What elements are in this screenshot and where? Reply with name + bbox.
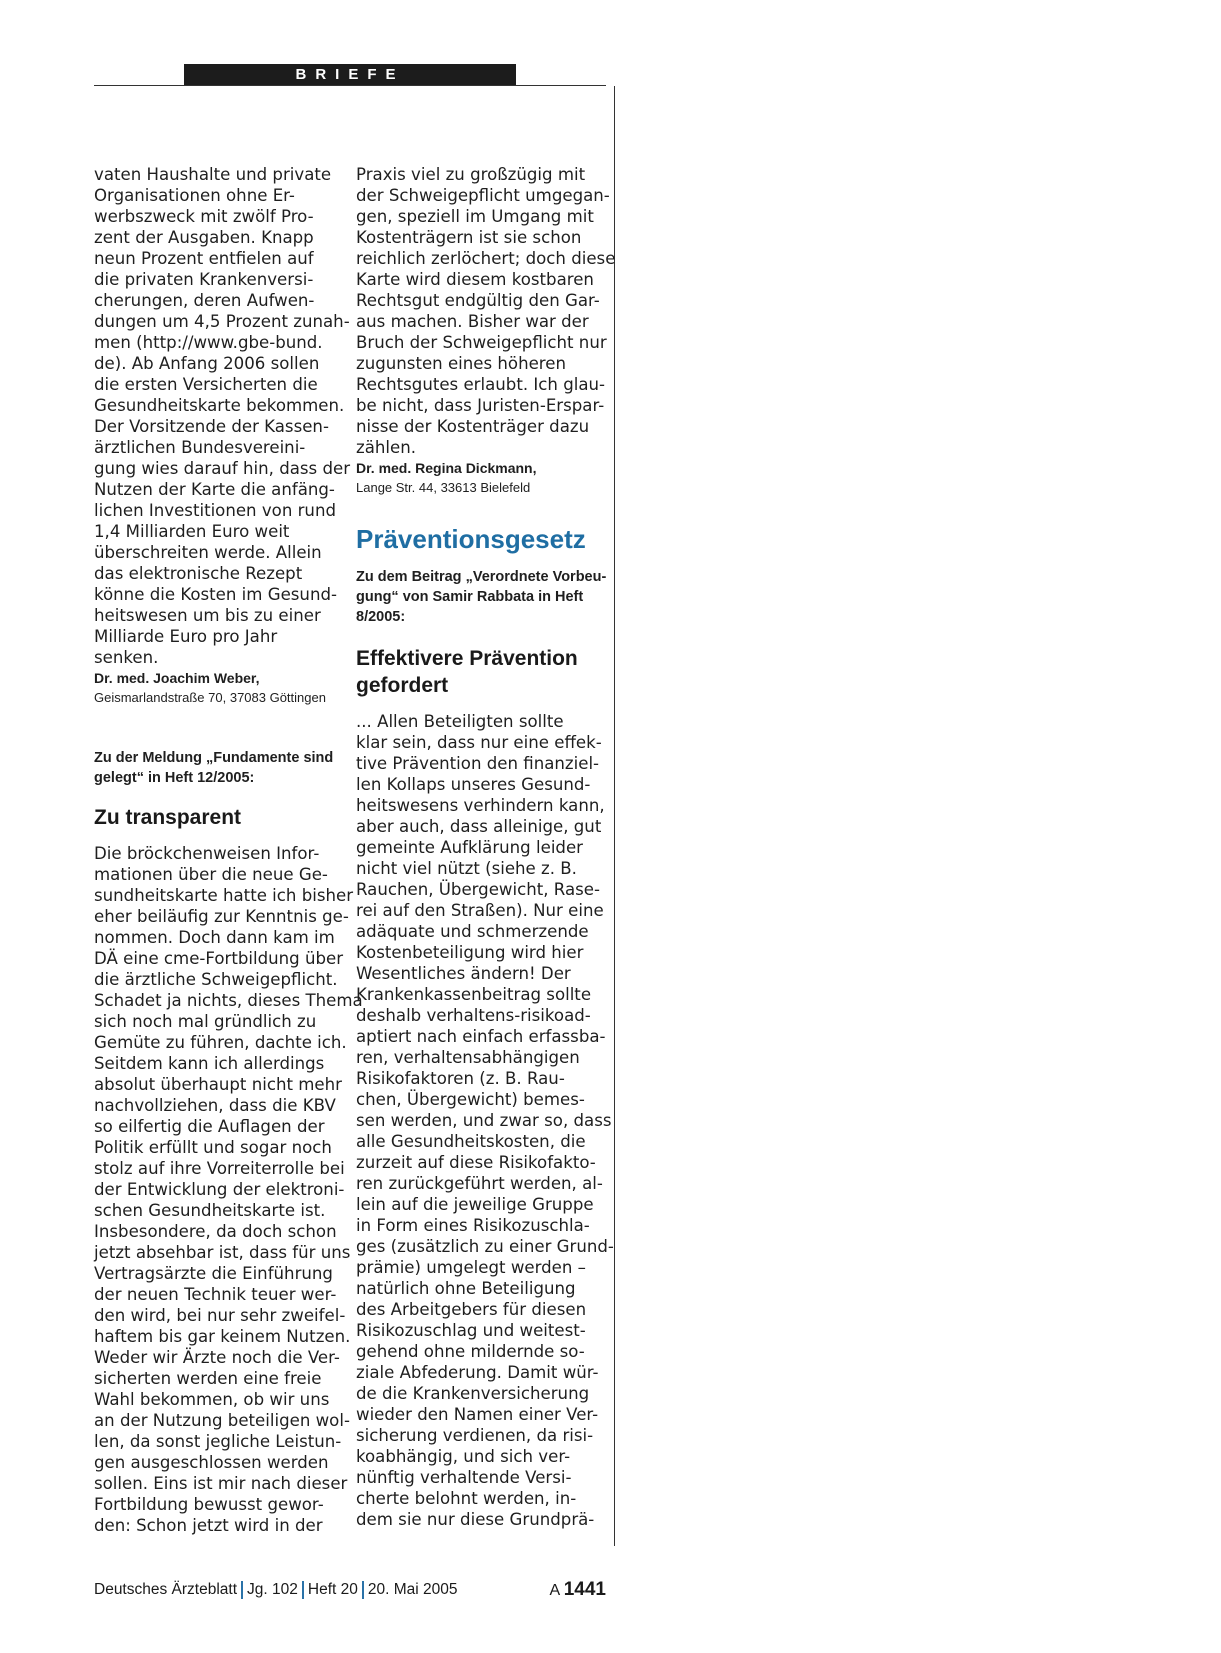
text-line: Karte wird diesem kostbaren [356, 270, 594, 289]
spacer [356, 555, 606, 567]
text-line: tive Prävention den finanziel- [356, 754, 600, 773]
text-line: gen ausgeschlossen werden [94, 1453, 329, 1472]
text-line: ges (zusätzlich zu einer Grund- [356, 1237, 614, 1256]
text-line: natürlich ohne Beteiligung [356, 1279, 576, 1298]
text-line: gen, speziell im Umgang mit [356, 207, 594, 226]
text-line: zent der Ausgaben. Knapp [94, 228, 314, 247]
text-line: gemeinte Aufklärung leider [356, 838, 583, 857]
text-line: be nicht, dass Juristen-Erspar- [356, 396, 605, 415]
text-line: absolut überhaupt nicht mehr [94, 1075, 342, 1094]
text-line: zählen. [356, 438, 417, 457]
text-line: neun Prozent entfielen auf [94, 249, 314, 268]
text-line: de). Ab Anfang 2006 sollen [94, 354, 320, 373]
page-number-value: 1441 [563, 1579, 606, 1600]
spacer [356, 699, 606, 711]
text-line: Insbesondere, da doch schon [94, 1222, 337, 1241]
page-number [549, 1578, 606, 1603]
text-line: Gesundheitskarte bekommen. [94, 396, 345, 415]
text-line: vaten Haushalte und private [94, 165, 332, 184]
text-line: Risikofaktoren (z. B. Rau- [356, 1069, 565, 1088]
letter-title [356, 645, 606, 699]
text-line: gehend ohne mildernde so- [356, 1342, 585, 1361]
text-line: reichlich zerlöchert; doch diese [356, 249, 616, 268]
text-line: len Kollaps unseres Gesund- [356, 775, 591, 794]
text-line: Vertragsärzte die Einführung [94, 1264, 333, 1283]
text-line: Organisationen ohne Er- [94, 186, 295, 205]
text-line: sundheitskarte hatte ich bisher [94, 886, 354, 905]
text-line: der Schweigepflicht umgegan- [356, 186, 610, 205]
text-line: eher beiläufig zur Kenntnis ge- [94, 907, 349, 926]
letter-author: Dr. med. Regina Dickmann, [356, 460, 537, 476]
text-line: Krankenkassenbeitrag sollte [356, 985, 592, 1004]
text-line: aus machen. Bisher war der [356, 312, 589, 331]
text-line: Praxis viel zu großzügig mit [356, 165, 586, 184]
text-line: koabhängig, und sich ver- [356, 1447, 571, 1466]
text-line: ärztlichen Bundesvereini- [94, 438, 306, 457]
text-line: lichen Investitionen von rund [94, 501, 337, 520]
text-line: heitswesen um bis zu einer [94, 606, 321, 625]
text-line: senken. [94, 648, 159, 667]
text-line: 1,4 Milliarden Euro weit [94, 522, 290, 541]
intro-line: gung“ von Samir Rabbata in Heft [356, 589, 584, 605]
footer-separator [241, 1581, 243, 1599]
text-line: heitswesens verhindern kann, [356, 796, 605, 815]
text-line: Fortbildung bewusst gewor- [94, 1495, 324, 1514]
text-line: lein auf die jeweilige Gruppe [356, 1195, 594, 1214]
text-line: haftem bis gar keinem Nutzen. [94, 1327, 351, 1346]
text-line: dem sie nur diese Grundprä- [356, 1510, 595, 1529]
text-line: Der Vorsitzende der Kassen- [94, 417, 329, 436]
section-header-bar [184, 64, 516, 86]
text-line: Wahl bekommen, ob wir uns [94, 1390, 330, 1409]
text-line: so eilfertig die Auflagen der [94, 1117, 325, 1136]
text-line: de die Krankenversicherung [356, 1384, 590, 1403]
text-line: Kostenbeteiligung wird hier [356, 943, 584, 962]
text-line: Wesentliches ändern! Der [356, 964, 571, 983]
letter-author: Dr. med. Joachim Weber, [94, 670, 260, 686]
text-line: aber auch, dass alleinige, gut [356, 817, 602, 836]
text-line: die ersten Versicherten die [94, 375, 318, 394]
text-line: Rechtsgutes erlaubt. Ich glau- [356, 375, 606, 394]
text-line: Die bröckchenweisen Infor- [94, 844, 320, 863]
intro-line: gelegt“ in Heft 12/2005: [94, 770, 255, 786]
intro-line: Zu der Meldung „Fundamente sind [94, 750, 334, 766]
text-line: an der Nutzung beteiligen wol- [94, 1411, 350, 1430]
text-line: schen Gesundheitskarte ist. [94, 1201, 326, 1220]
text-line: alle Gesundheitskosten, die [356, 1132, 586, 1151]
text-line: aptiert nach einfach erfassba- [356, 1027, 606, 1046]
text-line: könne die Kosten im Gesund- [94, 585, 337, 604]
text-line: Rechtsgut endgültig den Gar- [356, 291, 600, 310]
spacer [94, 707, 344, 748]
text-line: Risikozuschlag und weitest- [356, 1321, 586, 1340]
letter-address: Lange Str. 44, 33613 Bielefeld [356, 480, 531, 495]
text-line: sollen. Eins ist mir nach dieser [94, 1474, 348, 1493]
text-line: sen werden, und zwar so, dass [356, 1111, 612, 1130]
text-line: ren zurückgeführt werden, al- [356, 1174, 603, 1193]
volume: Jg. 102 [247, 1581, 298, 1598]
text-line: der neuen Technik teuer wer- [94, 1285, 337, 1304]
text-line: len, da sonst jegliche Leistun- [94, 1432, 342, 1451]
text-line: Nutzen der Karte die anfäng- [94, 480, 335, 499]
page-prefix: A [549, 1582, 560, 1599]
spacer [94, 831, 344, 843]
text-line: mationen über die neue Ge- [94, 865, 328, 884]
section-label: BRIEFE [295, 66, 405, 83]
text-line: Politik erfüllt und sogar noch [94, 1138, 332, 1157]
text-line: ... Allen Beteiligten sollte [356, 712, 564, 731]
text-line: sich noch mal gründlich zu [94, 1012, 317, 1031]
letter-intro [94, 748, 344, 788]
text-line: klar sein, dass nur eine effek- [356, 733, 602, 752]
text-line: Gemüte zu führen, dachte ich. [94, 1033, 347, 1052]
left-column [94, 164, 363, 1536]
text-line: stolz auf ihre Vorreiterrolle bei [94, 1159, 345, 1178]
letter-title: Zu transparent [94, 806, 242, 829]
text-line: zugunsten eines höheren [356, 354, 566, 373]
text-line: nicht viel nützt (siehe z. B. [356, 859, 577, 878]
text-line: nisse der Kostenträger dazu [356, 417, 590, 436]
text-line: in Form eines Risikozuschla- [356, 1216, 590, 1235]
right-column [356, 164, 616, 1530]
text-line: nommen. Doch dann kam im [94, 928, 335, 947]
section-title: Präventionsgesetz [356, 524, 586, 554]
text-line: der Entwicklung der elektroni- [94, 1180, 345, 1199]
text-line: Bruch der Schweigepflicht nur [356, 333, 607, 352]
text-line: Milliarde Euro pro Jahr [94, 627, 278, 646]
letter-body [356, 711, 614, 1530]
text-line: jetzt absehbar ist, dass für uns [94, 1243, 351, 1262]
footer-separator [302, 1581, 304, 1599]
column-divider [614, 86, 615, 1546]
text-line: ren, verhaltensabhängigen [356, 1048, 580, 1067]
top-rule [94, 85, 606, 86]
intro-line: Zu dem Beitrag „Verordnete Vorbeu- [356, 569, 607, 585]
intro-line: 8/2005: [356, 609, 406, 625]
page-footer [94, 1578, 606, 1602]
text-line: die ärztliche Schweigepflicht. [94, 970, 338, 989]
text-line: zurzeit auf diese Risikofakto- [356, 1153, 596, 1172]
text-line: nünftig verhaltende Versi- [356, 1468, 572, 1487]
letter-body [94, 843, 363, 1536]
text-line: Rauchen, Übergewicht, Rase- [356, 880, 600, 899]
spacer [356, 627, 606, 645]
text-line: deshalb verhaltens-risikoad- [356, 1006, 591, 1025]
text-line: des Arbeitgebers für diesen [356, 1300, 587, 1319]
letter-intro [356, 567, 606, 627]
issue-date: 20. Mai 2005 [367, 1581, 458, 1598]
text-line: prämie) umgelegt werden – [356, 1258, 586, 1277]
spacer [356, 497, 606, 523]
text-line: den: Schon jetzt wird in der [94, 1516, 323, 1535]
text-line: die privaten Krankenversi- [94, 270, 314, 289]
text-line: ziale Abfederung. Damit wür- [356, 1363, 599, 1382]
text-line: DÄ eine cme-Fortbildung über [94, 949, 344, 968]
text-line: cherte belohnt werden, in- [356, 1489, 577, 1508]
text-line: cherungen, deren Aufwen- [94, 291, 315, 310]
text-line: überschreiten werde. Allein [94, 543, 322, 562]
text-line: Schadet ja nichts, dieses Thema [94, 991, 363, 1010]
issue: Heft 20 [307, 1581, 358, 1598]
text-line: sicherung verdienen, da risi- [356, 1426, 594, 1445]
text-line: gung wies darauf hin, dass der [94, 459, 351, 478]
text-line: Seitdem kann ich allerdings [94, 1054, 325, 1073]
text-line: Weder wir Ärzte noch die Ver- [94, 1348, 340, 1367]
text-line: nachvollziehen, dass die KBV [94, 1096, 336, 1115]
letter-body [356, 164, 616, 458]
footer-separator [362, 1581, 364, 1599]
title-line: gefordert [356, 674, 449, 697]
text-line: wieder den Namen einer Ver- [356, 1405, 599, 1424]
letter-address: Geismarlandstraße 70, 37083 Göttingen [94, 690, 326, 705]
text-line: adäquate und schmerzende [356, 922, 589, 941]
text-line: werbszweck mit zwölf Pro- [94, 207, 314, 226]
letter-body [94, 164, 351, 668]
journal-name: Deutsches Ärzteblatt [94, 1581, 238, 1598]
text-line: men (http://www.gbe-bund. [94, 333, 323, 352]
spacer [94, 788, 344, 804]
text-line: das elektronische Rezept [94, 564, 303, 583]
text-line: chen, Übergewicht) bemes- [356, 1090, 585, 1109]
text-line: den wird, bei nur sehr zweifel- [94, 1306, 346, 1325]
text-line: Kostenträgern ist sie schon [356, 228, 582, 247]
text-line: dungen um 4,5 Prozent zunah- [94, 312, 350, 331]
text-line: rei auf den Straßen). Nur eine [356, 901, 604, 920]
title-line: Effektivere Prävention [356, 647, 578, 670]
text-line: sicherten werden eine freie [94, 1369, 322, 1388]
